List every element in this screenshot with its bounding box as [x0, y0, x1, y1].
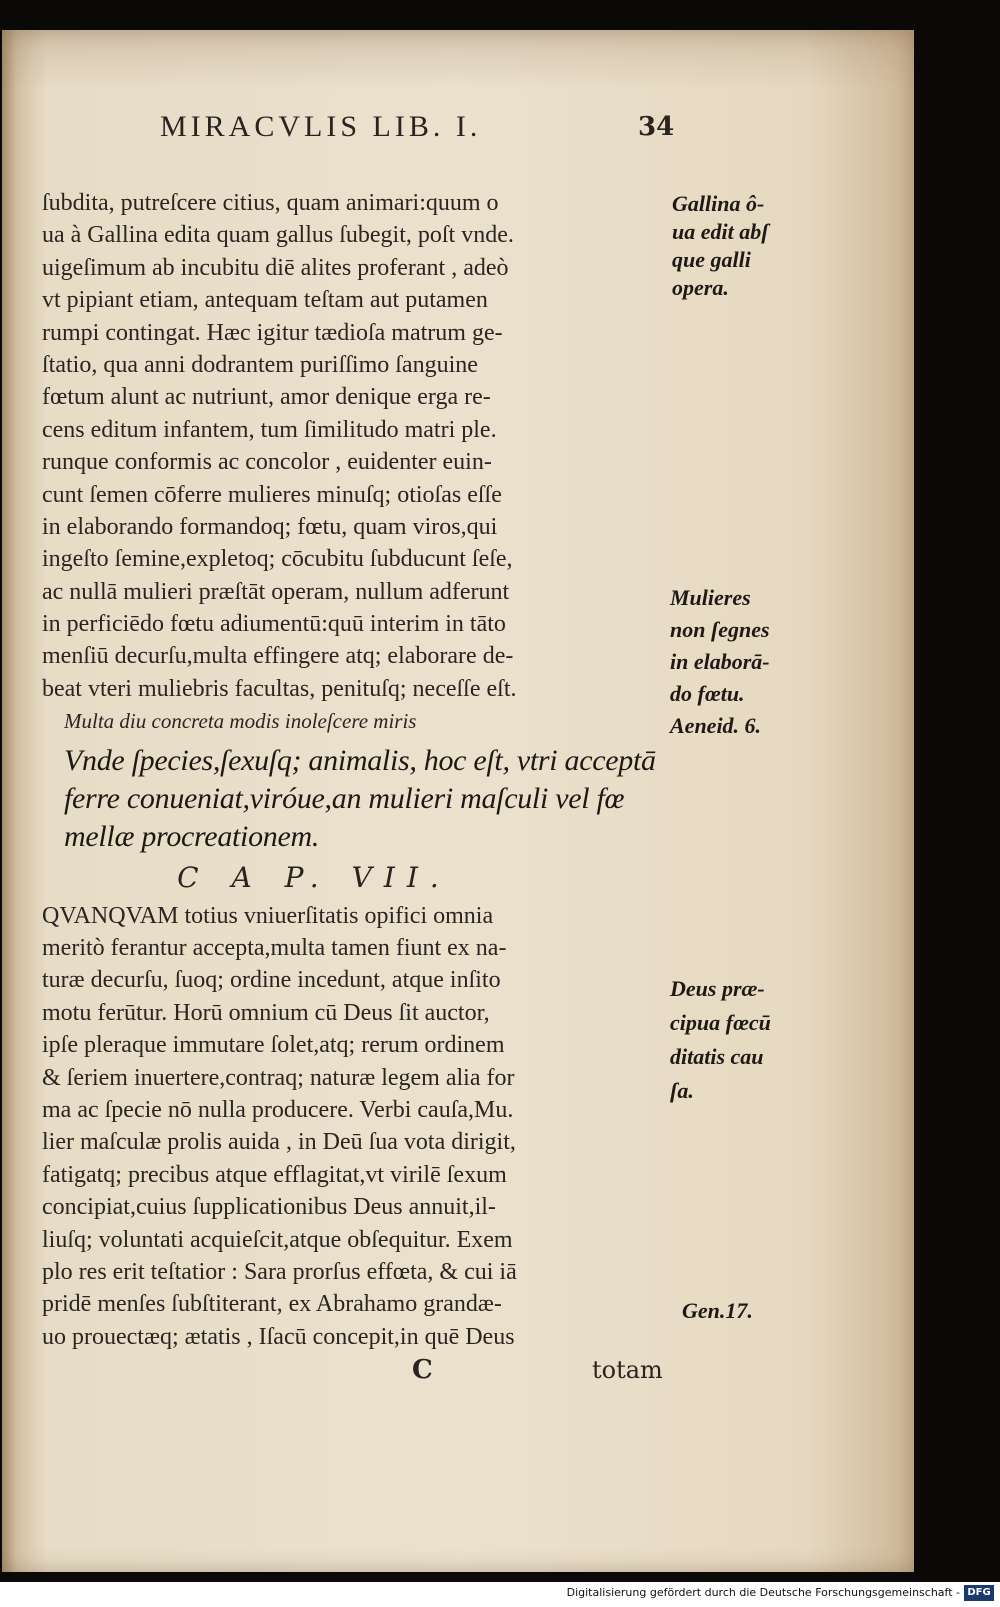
text-line: runque conformis ac concolor , euidenter euin- — [42, 449, 492, 476]
text-line: meritò ferantur accepta,multa tamen fiunt ex na- — [42, 935, 507, 962]
text-line: ipſe pleraque immutare ſolet,atq; rerum ordinem — [42, 1032, 505, 1059]
funding-credit: Digitalisierung gefördert durch die Deutsche Forschungsgemeinschaft - — [566, 1586, 960, 1599]
text-line: menſiū decurſu,multa effingere atq; elaborare de- — [42, 643, 514, 670]
text-line: fatigatq; precibus atque efflagitat,vt virilē ſexum — [42, 1161, 507, 1188]
book-page — [2, 30, 914, 1572]
text-line: ua à Gallina edita quam gallus ſubegit, poſt vnde. — [42, 222, 514, 249]
text-line: in perficiēdo fœtu adiumentū:quū interim in tāto — [42, 611, 506, 638]
text-line: beat vteri muliebris facultas, penituſq; neceſſe eſt. — [42, 675, 517, 702]
marginal-note-mulieres — [670, 582, 770, 742]
folio-number: 34 — [638, 112, 675, 142]
marginal-note-line: do fœtu. — [670, 681, 745, 706]
marginal-note-genesis — [682, 1297, 753, 1325]
text-line: & ſeriem inuertere,contraq; naturæ legem alia for — [42, 1064, 515, 1091]
text-line: ingeſto ſemine,expletoq; cōcubitu ſubducunt ſeſe, — [42, 546, 513, 573]
text-line: ma ac ſpecie nō nulla producere. Verbi cauſa,Mu. — [42, 1096, 514, 1123]
marginal-note-line: ſa. — [670, 1078, 694, 1103]
text-line: vt pipiant etiam, antequam teſtam aut putamen — [42, 287, 488, 314]
text-line: in elaborando formandoq; fœtu, quam viros,qui — [42, 513, 498, 540]
marginal-note-line: Gallina ô- — [672, 191, 765, 216]
text-line: cens editum infantem, tum ſimilitudo matri ple. — [42, 416, 497, 443]
text-line: ac nullā mulieri præſtāt operam, nullum adferunt — [42, 578, 510, 605]
marginal-note-line: Aeneid. 6. — [670, 713, 762, 738]
text-line: ſtatio, qua anni dodrantem puriſſimo ſanguine — [42, 351, 478, 378]
text-line: cunt ſemen cōferre mulieres minuſq; otioſas eſſe — [42, 481, 502, 508]
text-line: rumpi contingat. Hæc igitur tædioſa matrum ge- — [42, 319, 503, 346]
marginal-note-line: cipua fœcū — [670, 1010, 771, 1035]
signature-mark: C — [412, 1355, 433, 1386]
marginal-note-line: opera. — [672, 275, 729, 300]
chapter-summary-line: mellæ procreationem. — [64, 819, 320, 853]
running-head: MIRACVLIS LIB. I. — [160, 110, 482, 143]
text-line: pridē menſes ſubſtiterant, ex Abrahamo grandæ- — [42, 1291, 502, 1318]
marginal-note-line: Deus præ- — [670, 976, 765, 1001]
marginal-note-line: non ſegnes — [670, 617, 770, 642]
text-line: concipiat,cuius ſupplicationibus Deus annuit,il- — [42, 1194, 496, 1221]
main-text — [42, 187, 666, 1387]
text-line: uo prouectæq; ætatis , Iſacū concepit,in quē Deus — [42, 1323, 515, 1350]
marginal-note-line: Gen.17. — [682, 1298, 753, 1323]
verse-quotation: Multa diu concreta modis inoleſcere miris — [64, 709, 417, 734]
text-line: ſubdita, putreſcere citius, quam animari:quum o — [42, 190, 499, 216]
marginal-note-line: Mulieres — [670, 585, 751, 610]
marginal-note-gallina — [672, 190, 769, 302]
marginal-note-line: ua edit abſ — [672, 219, 769, 244]
text-line: plo res erit teſtatior : Sara prorſus effœta, & cui iā — [42, 1258, 517, 1285]
chapter-summary-line: ferre conueniat,viróue,an mulieri maſculi vel fœ — [64, 781, 625, 815]
dfg-logo: DFG — [964, 1585, 994, 1601]
text-line: QVANQVAM totius vniuerſitatis opifici omnia — [42, 902, 494, 929]
marginal-note-deus — [670, 972, 771, 1108]
text-line: motu ferūtur. Horū omnium cū Deus ſit auctor, — [42, 999, 490, 1026]
chapter-number: C A P. VII. — [177, 860, 451, 894]
text-line: liuſq; voluntati acquieſcit,atque obſequitur. Exem — [42, 1226, 513, 1253]
marginal-note-line: ditatis cau — [670, 1044, 764, 1069]
text-line: fœtum alunt ac nutriunt, amor denique erga re- — [42, 384, 491, 411]
footer-bar — [0, 1582, 1000, 1607]
text-line: turæ decurſu, ſuoq; ordine incedunt, atque inſito — [42, 967, 501, 994]
text-line: uigeſimum ab incubitu diē alites proferant , adeò — [42, 254, 509, 281]
text-line: lier maſculæ prolis auida , in Deū ſua vota dirigit, — [42, 1129, 516, 1156]
catchword: totam — [592, 1356, 663, 1385]
marginal-note-line: que galli — [672, 247, 751, 272]
marginal-note-line: in elaborā- — [670, 649, 770, 674]
signature-line — [42, 1353, 666, 1387]
page-header — [2, 110, 902, 150]
chapter-summary-line: Vnde ſpecies,ſexuſq; animalis, hoc eſt, vtri acceptā — [64, 743, 656, 777]
